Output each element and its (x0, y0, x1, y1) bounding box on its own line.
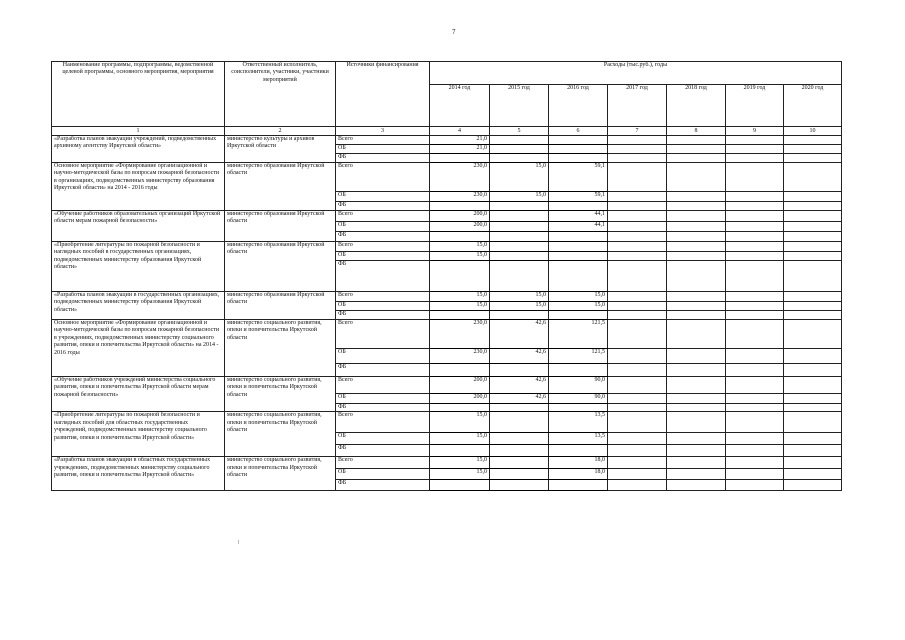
column-number: 3 (336, 127, 430, 136)
expense-value (430, 154, 490, 163)
expense-value (608, 242, 667, 252)
expense-value (667, 320, 726, 349)
expense-value (726, 242, 784, 252)
header-year: 2019 год (726, 85, 784, 127)
expense-value (784, 445, 842, 457)
responsible-executor: министерство культуры и архивов Иркутской области (225, 136, 336, 163)
expense-value (430, 311, 490, 320)
expense-value: 15,0 (430, 469, 490, 480)
expense-value (490, 412, 549, 433)
funding-source: ФБ (336, 404, 430, 412)
expense-value (667, 349, 726, 364)
header-year: 2014 год (430, 85, 490, 127)
expense-value (784, 202, 842, 211)
expense-value (490, 311, 549, 320)
expense-value (667, 364, 726, 377)
expense-value: 15,0 (490, 292, 549, 302)
expense-value: 230,0 (430, 349, 490, 364)
funding-source: Всего (336, 163, 430, 192)
expenses-table (51, 61, 842, 491)
funding-source: ФБ (336, 364, 430, 377)
expense-value: 121,5 (549, 320, 608, 349)
measure-name: «Разработка планов эвакуации учреждений, подведомственных архивному агентству Иркутской области» (52, 136, 225, 163)
expense-value (726, 154, 784, 163)
expense-value: 44,1 (549, 222, 608, 232)
column-number: 1 (52, 127, 225, 136)
responsible-executor: министерство образования Иркутской области (225, 292, 336, 320)
expense-value (430, 480, 490, 491)
expense-value (608, 377, 667, 394)
funding-source: ФБ (336, 154, 430, 163)
expense-value: 90,0 (549, 394, 608, 404)
expense-value (667, 302, 726, 311)
scan-mark (238, 540, 239, 544)
expense-value (726, 292, 784, 302)
expense-value: 15,0 (430, 457, 490, 469)
expense-value (490, 445, 549, 457)
expense-value (608, 252, 667, 261)
funding-source: ОБ (336, 145, 430, 154)
expense-value: 15,0 (430, 302, 490, 311)
column-number: 10 (784, 127, 842, 136)
funding-source: ОБ (336, 349, 430, 364)
expense-value: 59,1 (549, 163, 608, 192)
column-number: 4 (430, 127, 490, 136)
measure-name: Основное мероприятие «Формирование организационной и научно-методической базы по вопросам пожарной безопасности в учреждениях, подведомственных министерству социального развития, опеки и попечительства Иркутской области» на 2014 - 2016 годы (52, 320, 225, 377)
funding-source: ФБ (336, 232, 430, 242)
expense-value (726, 145, 784, 154)
measure-name: «Приобретение литературы по пожарной безопасности и наглядных пособий в государственных организациях, подведомственных министерству образования Иркутской области» (52, 242, 225, 292)
expense-value: 21,0 (430, 136, 490, 145)
expense-value (608, 302, 667, 311)
expense-value (608, 445, 667, 457)
expense-value (667, 404, 726, 412)
expense-value: 200,0 (430, 377, 490, 394)
expense-value (430, 364, 490, 377)
expense-value (608, 154, 667, 163)
expense-value (667, 252, 726, 261)
measure-name: «Разработка планов эвакуации в государственных организациях, подведомственных министерству образования Иркутской области» (52, 292, 225, 320)
expense-value (784, 394, 842, 404)
expense-value (726, 222, 784, 232)
expense-value: 13,5 (549, 433, 608, 445)
expense-value (726, 202, 784, 211)
expense-value (490, 145, 549, 154)
funding-source: Всего (336, 412, 430, 433)
expense-value (726, 192, 784, 202)
expense-value (784, 320, 842, 349)
expense-value (726, 404, 784, 412)
expense-value (608, 202, 667, 211)
expense-value: 42,6 (490, 377, 549, 394)
expense-value (490, 202, 549, 211)
expense-value: 42,6 (490, 394, 549, 404)
funding-source: ФБ (336, 261, 430, 292)
funding-source: Всего (336, 320, 430, 349)
expense-value (726, 232, 784, 242)
expense-value (726, 163, 784, 192)
funding-source: ФБ (336, 311, 430, 320)
expense-value (490, 480, 549, 491)
responsible-executor: министерство образования Иркутской области (225, 211, 336, 242)
funding-source: ФБ (336, 480, 430, 491)
expense-value (667, 377, 726, 394)
expense-value: 18,0 (549, 469, 608, 480)
expense-value: 18,0 (549, 457, 608, 469)
column-numbers-row (52, 127, 842, 136)
header-year: 2018 год (667, 85, 726, 127)
expense-value (549, 480, 608, 491)
expense-value (667, 457, 726, 469)
expense-value: 121,5 (549, 349, 608, 364)
expense-value (608, 349, 667, 364)
expense-value (490, 154, 549, 163)
header-expenses: Расходы (тыс.руб.), годы (430, 62, 842, 85)
table-row (52, 412, 842, 433)
expense-value (608, 311, 667, 320)
expense-value (784, 302, 842, 311)
expense-value (784, 433, 842, 445)
expense-value (784, 292, 842, 302)
expense-value (726, 480, 784, 491)
expense-value (608, 320, 667, 349)
table-row (52, 136, 842, 145)
expense-value (667, 222, 726, 232)
expense-value (726, 211, 784, 222)
expense-value (667, 163, 726, 192)
funding-source: ФБ (336, 445, 430, 457)
expense-value: 59,1 (549, 192, 608, 202)
funding-source: Всего (336, 211, 430, 222)
expense-value (667, 311, 726, 320)
table-row (52, 211, 842, 222)
funding-source: ОБ (336, 192, 430, 202)
measure-name: Основное мероприятие «Формирование организационной и научно-методической базы по вопросам пожарной безопасности в организациях, подведомственных министерству образования Иркутской области» на 2014 - 2016 годы (52, 163, 225, 211)
column-number: 2 (225, 127, 336, 136)
funding-source: Всего (336, 377, 430, 394)
expense-value (608, 412, 667, 433)
expense-value (784, 377, 842, 394)
measure-name: «Обучение работников учреждений министерства социального развития, опеки и попечительства Иркутской области мерам пожарной безопасности» (52, 377, 225, 412)
expense-value (784, 192, 842, 202)
funding-source: ОБ (336, 222, 430, 232)
expense-value (608, 232, 667, 242)
expense-value (667, 480, 726, 491)
expense-value: 15,0 (430, 412, 490, 433)
expense-value (784, 222, 842, 232)
expense-value (784, 145, 842, 154)
expense-value (549, 202, 608, 211)
expense-value (667, 232, 726, 242)
expense-value: 15,0 (549, 292, 608, 302)
expense-value (490, 222, 549, 232)
expense-value (726, 252, 784, 261)
expense-value (667, 136, 726, 145)
expense-value (667, 242, 726, 252)
expense-value (490, 364, 549, 377)
expense-value (667, 145, 726, 154)
expense-value (430, 445, 490, 457)
expense-value (549, 404, 608, 412)
expense-value: 230,0 (430, 163, 490, 192)
expense-value: 15,0 (490, 302, 549, 311)
expense-value (784, 404, 842, 412)
expense-value (784, 232, 842, 242)
expense-value (667, 192, 726, 202)
expense-value (667, 469, 726, 480)
expense-value (667, 433, 726, 445)
table-row (52, 377, 842, 394)
expense-value: 42,6 (490, 320, 549, 349)
column-number: 9 (726, 127, 784, 136)
expense-value (608, 192, 667, 202)
expense-value: 42,6 (490, 349, 549, 364)
expense-value (430, 261, 490, 292)
expense-value (549, 445, 608, 457)
expense-value (608, 163, 667, 192)
expense-value (430, 232, 490, 242)
expense-value: 21,0 (430, 145, 490, 154)
expense-value (667, 412, 726, 433)
expense-value (549, 252, 608, 261)
table-row (52, 163, 842, 192)
expense-value: 15,0 (430, 433, 490, 445)
measure-name: «Обучение работников образовательных организаций Иркутской области мерам пожарной безопасности» (52, 211, 225, 242)
expense-value: 44,1 (549, 211, 608, 222)
expense-value: 90,0 (549, 377, 608, 394)
expense-value (784, 252, 842, 261)
page-number: 7 (452, 28, 456, 36)
expense-value (608, 292, 667, 302)
expense-value (667, 292, 726, 302)
funding-source: ОБ (336, 469, 430, 480)
expense-value (726, 311, 784, 320)
measure-name: «Разработка планов эвакуации в областных государственных учреждениях, подведомственных министерству социального развития, опеки и попечительства Иркутской области» (52, 457, 225, 491)
column-number: 7 (608, 127, 667, 136)
expense-value (608, 145, 667, 154)
expense-value (608, 222, 667, 232)
header-responsible: Ответственный исполнитель, соисполнители, участники, участники мероприятий (225, 62, 336, 127)
responsible-executor: министерство образования Иркутской области (225, 163, 336, 211)
expense-value (490, 469, 549, 480)
expense-value (667, 211, 726, 222)
expense-value (726, 261, 784, 292)
expense-value (490, 457, 549, 469)
expense-value (784, 211, 842, 222)
funding-source: ОБ (336, 252, 430, 261)
expense-value: 15,0 (430, 242, 490, 252)
expense-value (549, 136, 608, 145)
expense-value (549, 145, 608, 154)
expense-value (490, 136, 549, 145)
expense-value (784, 364, 842, 377)
expense-value (784, 154, 842, 163)
expense-value (430, 202, 490, 211)
expense-value (784, 311, 842, 320)
expense-value (608, 211, 667, 222)
expense-value (608, 261, 667, 292)
expense-value: 200,0 (430, 211, 490, 222)
expense-value (549, 242, 608, 252)
header-year: 2017 год (608, 85, 667, 127)
expense-value (667, 202, 726, 211)
funding-source: ОБ (336, 302, 430, 311)
funding-source: ОБ (336, 433, 430, 445)
expense-value (667, 261, 726, 292)
expense-value (490, 404, 549, 412)
header-sources: Источники финансирования (336, 62, 430, 127)
expense-value (608, 364, 667, 377)
expense-value (784, 242, 842, 252)
expense-value: 15,0 (490, 163, 549, 192)
expense-value (726, 320, 784, 349)
expense-value (490, 211, 549, 222)
expense-value (784, 457, 842, 469)
expense-value: 15,0 (430, 292, 490, 302)
expense-value (726, 445, 784, 457)
expense-value (667, 445, 726, 457)
responsible-executor: министерство социального развития, опеки и попечительства Иркутской области (225, 412, 336, 457)
expense-value (726, 394, 784, 404)
table-row (52, 320, 842, 349)
funding-source: Всего (336, 242, 430, 252)
expense-value: 15,0 (549, 302, 608, 311)
measure-name: «Приобретение литературы по пожарной безопасности и наглядных пособий для областных государственных учреждений, подведомственных министерству социального развития, опеки и попечительства Иркутской области» (52, 412, 225, 457)
header-name: Наименование программы, подпрограммы, ведомственной целевой программы, основного мероприятия, мероприятия (52, 62, 225, 127)
funding-source: Всего (336, 457, 430, 469)
expense-value (726, 469, 784, 480)
expense-value (784, 261, 842, 292)
expense-value (784, 412, 842, 433)
expense-value (490, 261, 549, 292)
expense-value (608, 457, 667, 469)
column-number: 8 (667, 127, 726, 136)
header-row-1 (52, 62, 842, 85)
expense-value (726, 349, 784, 364)
expense-value: 13,5 (549, 412, 608, 433)
expense-value: 230,0 (430, 192, 490, 202)
expense-value (726, 433, 784, 445)
header-year: 2016 год (549, 85, 608, 127)
responsible-executor: министерство социального развития, опеки и попечительства Иркутской области (225, 457, 336, 491)
expense-value (490, 242, 549, 252)
funding-source: ФБ (336, 202, 430, 211)
expense-value (784, 480, 842, 491)
funding-source: Всего (336, 292, 430, 302)
expense-value (549, 364, 608, 377)
expense-value (549, 154, 608, 163)
expense-value (608, 433, 667, 445)
funding-source: ОБ (336, 394, 430, 404)
expense-value (667, 154, 726, 163)
header-year: 2015 год (490, 85, 549, 127)
expense-value: 15,0 (490, 192, 549, 202)
funding-source: Всего (336, 136, 430, 145)
table-row (52, 242, 842, 252)
expense-value (726, 136, 784, 145)
responsible-executor: министерство образования Иркутской области (225, 242, 336, 292)
expense-value (549, 311, 608, 320)
expense-value (490, 252, 549, 261)
expense-value (608, 394, 667, 404)
column-number: 5 (490, 127, 549, 136)
expense-value (549, 232, 608, 242)
header-year: 2020 год (784, 85, 842, 127)
expense-value: 230,0 (430, 320, 490, 349)
expense-value (608, 404, 667, 412)
expense-value (490, 433, 549, 445)
expense-value (726, 412, 784, 433)
expense-value (430, 404, 490, 412)
expense-value (608, 469, 667, 480)
expense-value (608, 480, 667, 491)
expense-value (549, 261, 608, 292)
expense-value (726, 457, 784, 469)
expense-value (726, 302, 784, 311)
expense-value (784, 349, 842, 364)
table-row (52, 292, 842, 302)
expense-value: 200,0 (430, 394, 490, 404)
expense-value (784, 163, 842, 192)
responsible-executor: министерство социального развития, опеки и попечительства Иркутской области (225, 377, 336, 412)
expense-value (608, 136, 667, 145)
expense-value (667, 394, 726, 404)
expense-value: 15,0 (430, 252, 490, 261)
expense-value: 200,0 (430, 222, 490, 232)
expense-value (784, 136, 842, 145)
expense-value (784, 469, 842, 480)
column-number: 6 (549, 127, 608, 136)
expense-value (490, 232, 549, 242)
expense-value (726, 377, 784, 394)
responsible-executor: министерство социального развития, опеки и попечительства Иркутской области (225, 320, 336, 377)
table-row (52, 457, 842, 469)
expense-value (726, 364, 784, 377)
